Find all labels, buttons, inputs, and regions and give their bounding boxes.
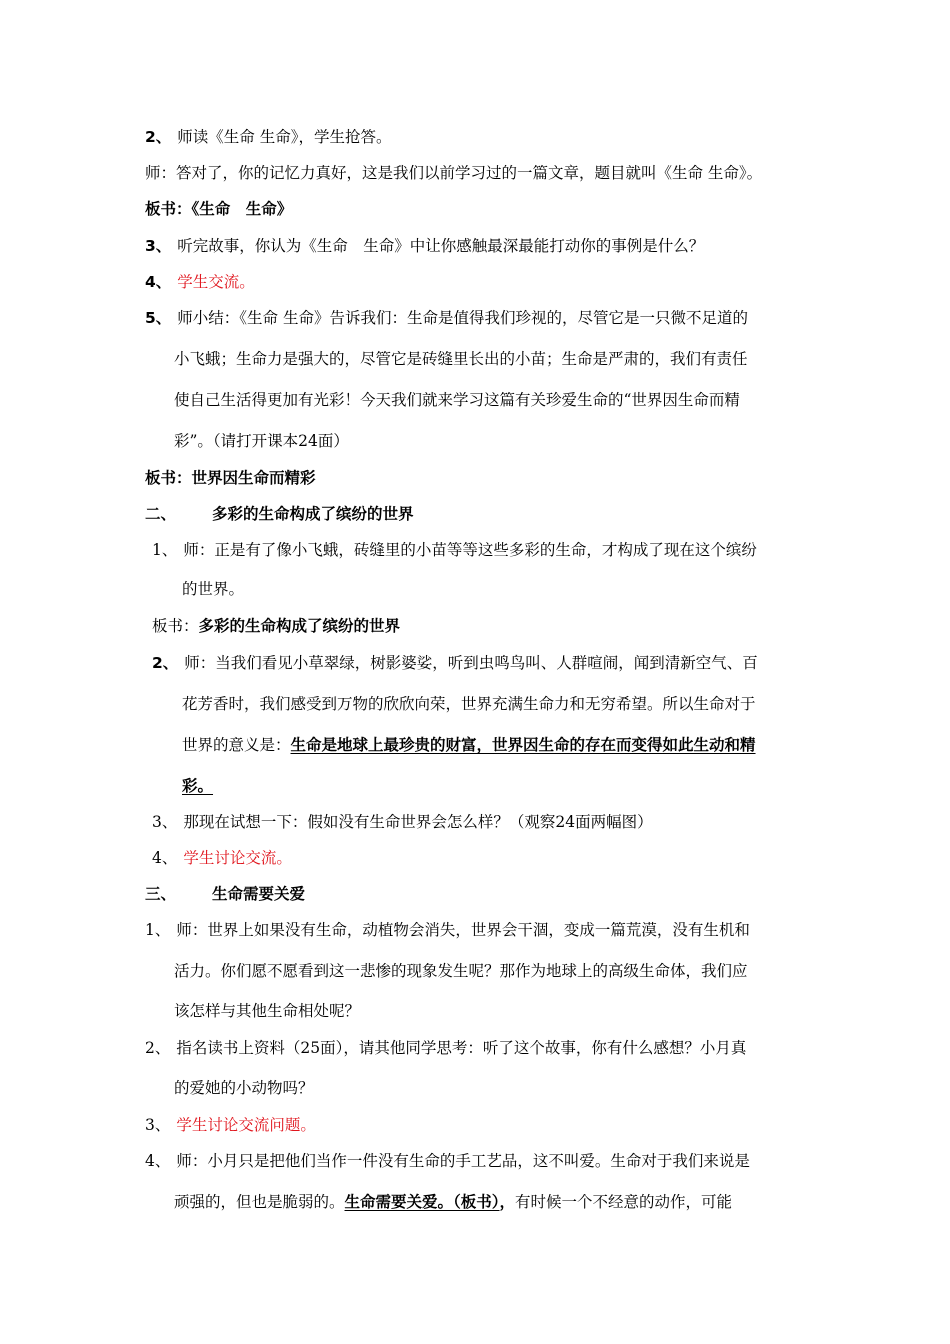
paragraph-line	[145, 235, 704, 257]
emphasis-text: 生命需要关爱。（板书）	[344, 1193, 500, 1211]
paragraph-line	[182, 693, 756, 715]
paragraph-line	[174, 1077, 314, 1099]
line-text: 板书：《生命 生命》	[145, 200, 293, 218]
emphasis-text: 彩。	[182, 777, 214, 795]
list-number: 3、	[152, 813, 178, 831]
line-text: 师：小月只是把他们当作一件没有生命的手工艺品，这不叫爱。生命对于我们来说是	[176, 1152, 750, 1170]
list-number: 3、	[145, 1116, 171, 1134]
line-text: 使自己生活得更加有光彩！今天我们就来学习这篇有关珍爱生命的“世界因生命而精	[174, 391, 740, 409]
paragraph-line	[145, 162, 762, 184]
list-number: 5、	[145, 309, 172, 327]
section-heading	[145, 503, 414, 525]
board-note	[152, 615, 400, 637]
paragraph-line	[145, 919, 750, 941]
list-number: 4、	[145, 1152, 171, 1170]
line-text: 多彩的生命构成了缤纷的世界	[198, 617, 401, 635]
list-number: 1、	[145, 921, 171, 939]
line-text: 师：世界上如果没有生命，动植物会消失，世界会干涸，变成一篇荒漠，没有生机和	[176, 921, 750, 939]
line-suffix: 有时候一个不经意的动作，可能	[515, 1193, 733, 1211]
line-prefix: 顽强的，但也是脆弱的。	[174, 1193, 345, 1211]
section-title: 多彩的生命构成了缤纷的世界	[212, 505, 414, 523]
line-text: 学生讨论交流问题。	[176, 1116, 316, 1134]
paragraph-line	[152, 811, 653, 833]
board-note	[145, 198, 292, 220]
line-text: 听完故事，你认为《生命 生命》中让你感触最深最能打动你的事例是什么？	[177, 237, 705, 255]
section-number: 二、	[145, 505, 177, 523]
section-heading	[145, 883, 305, 905]
line-text: 那现在试想一下：假如没有生命世界会怎么样？（观察24面两幅图）	[183, 813, 653, 831]
paragraph-line	[152, 652, 758, 674]
list-number: 1、	[152, 541, 178, 559]
paragraph-line	[145, 307, 748, 329]
paragraph-line	[174, 389, 740, 411]
paragraph-line	[174, 1000, 360, 1022]
line-text: 的爱她的小动物吗？	[174, 1079, 314, 1097]
paragraph-line	[145, 1037, 746, 1059]
line-text: 彩”。（请打开课本24面）	[174, 432, 349, 450]
paragraph-line	[152, 539, 757, 561]
line-text: 该怎样与其他生命相处呢？	[174, 1002, 361, 1020]
paragraph-line	[182, 734, 756, 756]
line-text: 活力。你们愿不愿看到这一悲惨的现象发生呢？那作为地球上的高级生命体，我们应	[174, 962, 748, 980]
list-number: 4、	[145, 273, 172, 291]
paragraph-line	[174, 430, 349, 452]
line-prefix: 世界的意义是：	[182, 736, 291, 754]
section-title: 生命需要关爱	[212, 885, 306, 903]
paragraph-line	[174, 348, 748, 370]
list-number: 2、	[145, 1039, 171, 1057]
paragraph-line	[145, 1114, 316, 1136]
line-text: 师读《生命 生命》，学生抢答。	[177, 128, 392, 146]
line-text: 师小结：《生命 生命》告诉我们：生命是值得我们珍视的，尽管它是一只微不足道的	[177, 309, 748, 327]
list-number: 3、	[145, 237, 172, 255]
paragraph-line	[145, 271, 255, 293]
line-text: 花芳香时，我们感受到万物的欣欣向荣，世界充满生命力和无穷希望。所以生命对于	[182, 695, 756, 713]
list-number: 2、	[145, 128, 172, 146]
line-text: 学生交流。	[177, 273, 255, 291]
line-prefix: 板书：	[152, 617, 199, 635]
list-number: 4、	[152, 849, 178, 867]
line-text: 师：当我们看见小草翠绿，树影婆娑，听到虫鸣鸟叫、人群喧闹，闻到清新空气、百	[184, 654, 758, 672]
paragraph-line	[145, 126, 391, 148]
paragraph-line	[182, 775, 213, 797]
paragraph-line	[182, 578, 244, 600]
line-text: 小飞蛾；生命力是强大的，尽管它是砖缝里长出的小苗；生命是严肃的，我们有责任	[174, 350, 748, 368]
line-text: 板书：世界因生命而精彩	[145, 469, 316, 487]
line-text: 的世界。	[182, 580, 245, 598]
board-note	[145, 467, 316, 489]
line-text: 师：正是有了像小飞蛾，砖缝里的小苗等等这些多彩的生命，才构成了现在这个缤纷	[183, 541, 757, 559]
emphasis-text: 生命是地球上最珍贵的财富，世界因生命的存在而变得如此生动和精	[290, 736, 756, 754]
paragraph-line	[174, 1191, 732, 1213]
punctuation: ，	[499, 1193, 516, 1211]
line-text: 指名读书上资料（25面），请其他同学思考：听了这个故事，你有什么感想？小月真	[176, 1039, 747, 1057]
paragraph-line	[145, 1150, 750, 1172]
list-number: 2、	[152, 654, 179, 672]
paragraph-line	[174, 960, 748, 982]
line-text: 学生讨论交流。	[183, 849, 292, 867]
line-text: 师：答对了，你的记忆力真好，这是我们以前学习过的一篇文章，题目就叫《生命 生命》。	[145, 164, 763, 182]
section-number: 三、	[145, 885, 177, 903]
paragraph-line	[152, 847, 292, 869]
